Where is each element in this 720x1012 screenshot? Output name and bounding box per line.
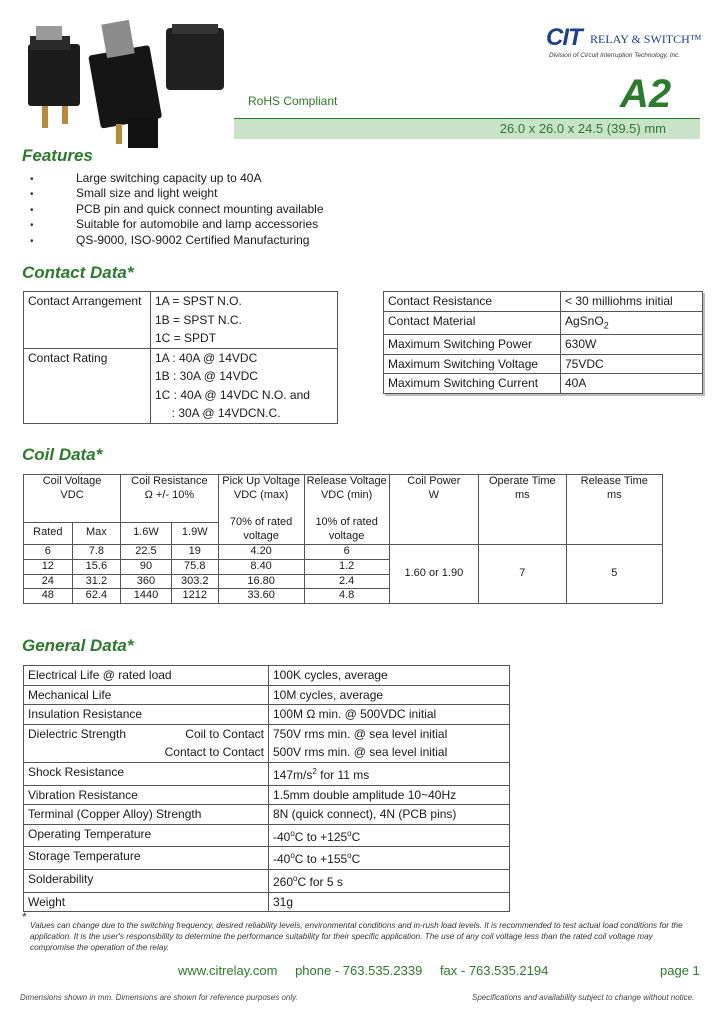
coil-cell: 4.20	[218, 544, 304, 559]
table-row	[24, 785, 510, 805]
disclaimer-note: Values can change due to the switching frequency, desired reliability levels, environmental conditions and in-rush load levels. It is recommended to test actual load conditions for the application. It is the user's responsibility to determine the performance suitability for their specific application. The use of any coil voltage less than the rated coil voltage may compromise the operation of the relay.	[30, 921, 683, 952]
contact-specs-table	[383, 291, 703, 394]
logo-mark: CIT	[546, 24, 582, 51]
release-time-value: 5	[566, 544, 662, 603]
coil-cell: 1440	[121, 589, 172, 604]
fax-number: fax - 763.535.2194	[439, 963, 549, 978]
coil-cell: 90	[121, 559, 172, 574]
general-label: Shock Resistance	[24, 762, 269, 785]
cit-logo	[546, 24, 706, 64]
coil-cell: 1212	[171, 589, 218, 604]
coil-cell: 22.5	[121, 544, 172, 559]
general-data-title: General Data*	[22, 636, 134, 655]
arrangement-value: 1C = SPDT	[151, 329, 338, 348]
spec-value: AgSnO$_2$	[561, 311, 703, 335]
table-row	[24, 705, 510, 725]
coil-data-table	[23, 474, 663, 604]
features-title: Features	[22, 146, 93, 165]
header-coil-voltage: Coil Voltage VDC	[24, 475, 121, 523]
relay-product-photo	[24, 6, 234, 154]
spec-label: Maximum Switching Power	[384, 335, 561, 355]
general-value: 260$^o$C for 5 s	[269, 869, 510, 892]
coil-cell: 303.2	[171, 574, 218, 589]
contact-arrangement-label: Contact Arrangement	[24, 292, 151, 349]
spec-value: 40A	[561, 374, 703, 394]
page-number: page 1	[660, 963, 700, 978]
website-link[interactable]: www.citrelay.com	[178, 963, 278, 978]
general-value: 1.5mm double amplitude 10~40Hz	[269, 785, 510, 805]
general-label: Electrical Life @ rated load	[24, 666, 269, 686]
general-label: Weight	[24, 892, 269, 912]
coil-cell: 6	[24, 544, 73, 559]
table-row	[24, 805, 510, 825]
logo-division: Division of Circuit Interruption Technology, Inc.	[549, 52, 681, 59]
arrangement-value: 1A = SPST N.O.	[151, 292, 338, 311]
general-label: Vibration Resistance	[24, 785, 269, 805]
coil-cell: 48	[24, 589, 73, 604]
coil-cell: 19	[171, 544, 218, 559]
feature-item: • Small size and light weight	[30, 186, 218, 201]
general-value: 31g	[269, 892, 510, 912]
coil-cell: 75.8	[171, 559, 218, 574]
general-label: Solderability	[24, 869, 269, 892]
rating-value: 1B : 30A @ 14VDC	[151, 367, 338, 386]
table-row	[24, 824, 510, 847]
header-1-6w: 1.6W	[121, 523, 172, 545]
coil-data-title: Coil Data*	[22, 445, 103, 464]
coil-cell: 1.2	[304, 559, 389, 574]
header-pickup-voltage: Pick Up Voltage VDC (max) 70% of rated voltage	[218, 475, 304, 545]
features-list	[30, 171, 324, 248]
feature-item: • Suitable for automobile and lamp accessories	[30, 217, 319, 232]
coil-cell: 12	[24, 559, 73, 574]
header-operate-time: Operate Time ms	[479, 475, 567, 545]
general-label: Insulation Resistance	[24, 705, 269, 725]
spec-label: Maximum Switching Voltage	[384, 354, 561, 374]
coil-cell: 31.2	[72, 574, 120, 589]
rohs-label: RoHS Compliant	[248, 94, 338, 108]
specs-note: Specifications and availability subject to change without notice.	[472, 993, 695, 1002]
feature-item: • Large switching capacity up to 40A	[30, 171, 262, 185]
spec-value: 75VDC	[561, 354, 703, 374]
spec-label: Contact Material	[384, 311, 561, 335]
table-row	[24, 348, 338, 367]
model-number: A2	[620, 72, 672, 116]
spec-label: Contact Resistance	[384, 292, 561, 312]
table-row	[384, 335, 703, 355]
coil-cell: 15.6	[72, 559, 120, 574]
spec-value: 630W	[561, 335, 703, 355]
general-label: Mechanical Life	[24, 685, 269, 705]
dielectric-label-cell	[24, 724, 269, 743]
header-max: Max	[72, 523, 120, 545]
table-row	[24, 762, 510, 785]
dimensions-band	[234, 118, 700, 139]
general-label: Terminal (Copper Alloy) Strength	[24, 805, 269, 825]
coil-cell: 62.4	[72, 589, 120, 604]
footer-contact	[178, 963, 562, 978]
rating-value: : 30A @ 14VDCN.C.	[151, 404, 338, 423]
phone-number: phone - 763.535.2339	[295, 963, 423, 978]
coil-cell: 33.60	[218, 589, 304, 604]
coil-cell: 6	[304, 544, 389, 559]
contact-arrangement-table	[23, 291, 338, 424]
coil-to-contact-label: Coil to Contact	[185, 726, 264, 741]
note-asterisk: *	[22, 910, 27, 924]
general-value: $147m/s^2$ for 11 ms	[269, 762, 510, 785]
coil-power-value: 1.60 or 1.90	[389, 544, 478, 603]
table-row	[24, 724, 510, 743]
spec-label: Maximum Switching Current	[384, 374, 561, 394]
coil-cell: 360	[121, 574, 172, 589]
coil-cell: 8.40	[218, 559, 304, 574]
coil-cell: 2.4	[304, 574, 389, 589]
general-value: -40$^o$C to $+155^oC$	[269, 847, 510, 870]
table-row	[24, 869, 510, 892]
contact-rating-label: Contact Rating	[24, 348, 151, 423]
table-row	[24, 666, 510, 686]
general-value: 10M cycles, average	[269, 685, 510, 705]
rating-value: 1A : 40A @ 14VDC	[151, 348, 338, 367]
logo-name: RELAY & SWITCH™	[590, 32, 702, 46]
header-release-voltage: Release Voltage VDC (min) 10% of rated voltage	[304, 475, 389, 545]
coil-cell: 7.8	[72, 544, 120, 559]
table-row	[384, 354, 703, 374]
coil-cell: 4.8	[304, 589, 389, 604]
operate-time-value: 7	[479, 544, 567, 603]
rating-value: 1C : 40A @ 14VDC N.O. and	[151, 386, 338, 405]
spec-value: < 30 milliohms initial	[561, 292, 703, 312]
header-release-time: Release Time ms	[566, 475, 662, 545]
header-coil-resistance: Coil Resistance Ω +/- 10%	[121, 475, 219, 523]
header-1-9w: 1.9W	[171, 523, 218, 545]
arrangement-value: 1B = SPST N.C.	[151, 311, 338, 330]
dimensions-text: 26.0 x 26.0 x 24.5 (39.5) mm	[499, 121, 666, 136]
feature-item: • QS-9000, ISO-9002 Certified Manufacturing	[30, 232, 310, 247]
contact-to-contact-label: Contact to Contact	[24, 743, 269, 762]
general-value: -40$^o$C to $+125^oC$	[269, 824, 510, 847]
table-row	[384, 292, 703, 312]
general-label: Storage Temperature	[24, 847, 269, 870]
table-row	[24, 685, 510, 705]
table-row	[24, 847, 510, 870]
feature-item: • PCB pin and quick connect mounting available	[30, 201, 324, 216]
table-row	[24, 292, 338, 311]
contact-data-title: Contact Data*	[22, 263, 134, 282]
general-label: Operating Temperature	[24, 824, 269, 847]
general-data-table	[23, 665, 510, 912]
table-row	[384, 311, 703, 335]
general-value: 500V rms min. @ sea level initial	[269, 743, 510, 762]
header-rated: Rated	[24, 523, 73, 545]
header-coil-power: Coil Power W	[389, 475, 478, 545]
table-row	[24, 544, 663, 559]
general-value: 100K cycles, average	[269, 666, 510, 686]
table-row	[24, 743, 510, 762]
table-row	[24, 475, 663, 523]
table-row	[384, 374, 703, 394]
general-value: 8N (quick connect), 4N (PCB pins)	[269, 805, 510, 825]
coil-cell: 24	[24, 574, 73, 589]
dielectric-label: Dielectric Strength	[28, 726, 127, 741]
general-value: 750V rms min. @ sea level initial	[269, 724, 510, 743]
general-value: 100M Ω min. @ 500VDC initial	[269, 705, 510, 725]
coil-cell: 16.80	[218, 574, 304, 589]
table-row	[24, 892, 510, 912]
dimensions-note: Dimensions shown in mm. Dimensions are shown for reference purposes only.	[20, 993, 298, 1002]
